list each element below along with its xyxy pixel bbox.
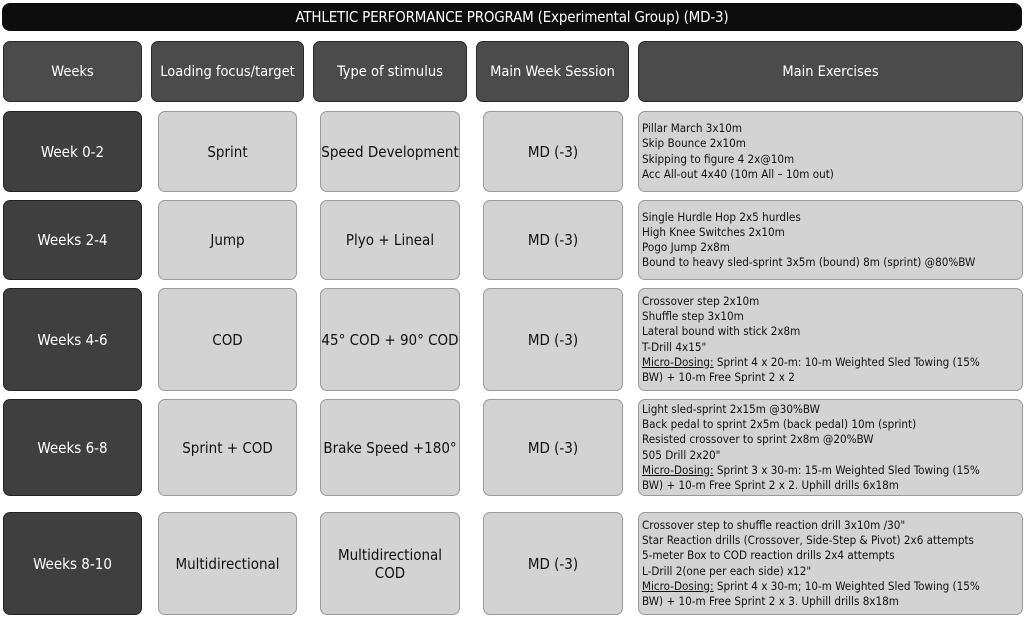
stimulus-type: Speed Development xyxy=(320,111,460,192)
session-label: MD (-3) xyxy=(483,111,623,192)
loading-focus: Jump xyxy=(158,200,297,280)
session-label: MD (-3) xyxy=(483,512,623,615)
micro-dosing-line-2: BW) + 10-m Free Sprint 2 x 3. Uphill drills 8x18m xyxy=(642,593,899,608)
exercise-line: Back pedal to sprint 2x5m (back pedal) 10m (sprint) xyxy=(642,417,917,432)
stimulus-type: Multidirectional COD xyxy=(320,512,460,615)
exercise-line: Shuffle step 3x10m xyxy=(642,309,744,324)
session-label: MD (-3) xyxy=(483,200,623,280)
loading-focus: Sprint xyxy=(158,111,297,192)
micro-dosing-label: Micro-Dosing: xyxy=(642,578,714,593)
exercises-cell xyxy=(638,288,1023,391)
header-session: Main Week Session xyxy=(476,41,629,102)
exercise-line: Skip Bounce 2x10m xyxy=(642,136,746,151)
micro-dosing-line xyxy=(642,463,980,478)
micro-dosing-label: Micro-Dosing: xyxy=(642,462,714,477)
week-label: Weeks 8-10 xyxy=(3,512,142,615)
exercise-line: Resisted crossover to sprint 2x8m @20%BW xyxy=(642,432,874,447)
exercise-line: High Knee Switches 2x10m xyxy=(642,224,785,239)
week-label: Week 0-2 xyxy=(3,111,142,192)
stimulus-type: 45° COD + 90° COD xyxy=(320,288,460,391)
exercise-line: Light sled-sprint 2x15m @30%BW xyxy=(642,401,820,416)
micro-dosing-line-2: BW) + 10-m Free Sprint 2 x 2 xyxy=(642,369,795,384)
exercise-line: Pillar March 3x10m xyxy=(642,121,743,136)
exercises-cell xyxy=(638,512,1023,615)
exercise-line: Pogo Jump 2x8m xyxy=(642,240,730,254)
micro-dosing-line xyxy=(642,355,980,370)
exercise-line: Crossover step to shuffle reaction drill 3x10m /30" xyxy=(642,517,906,532)
header-weeks: Weeks xyxy=(3,41,142,102)
exercise-line: T-Drill 4x15" xyxy=(642,339,707,354)
exercise-line: 505 Drill 2x20" xyxy=(642,447,721,462)
micro-dosing-text: Sprint 3 x 30-m: 15-m Weighted Sled Towing (15% xyxy=(713,462,980,477)
loading-focus: Multidirectional xyxy=(158,512,297,615)
loading-focus: COD xyxy=(158,288,297,391)
micro-dosing-text: Sprint 4 x 30-m; 10-m Weighted Sled Towing (15% xyxy=(713,578,980,593)
exercise-line: L-Drill 2(one per each side) x12" xyxy=(642,563,812,578)
exercise-line: Star Reaction drills (Crossover, Side-Step & Pivot) 2x6 attempts xyxy=(642,533,974,548)
micro-dosing-label: Micro-Dosing: xyxy=(642,354,714,369)
session-label: MD (-3) xyxy=(483,399,623,496)
micro-dosing-line-2: BW) + 10-m Free Sprint 2 x 2. Uphill drills 6x18m xyxy=(642,477,899,492)
exercises-cell xyxy=(638,111,1023,192)
week-label: Weeks 6-8 xyxy=(3,399,142,496)
exercise-line: Bound to heavy sled-sprint 3x5m (bound) 8m (sprint) @80%BW xyxy=(642,255,976,270)
header-focus: Loading focus/target xyxy=(151,41,304,102)
stimulus-type: Brake Speed +180° xyxy=(320,399,460,496)
exercise-line: Acc All-out 4x40 (10m All – 10m out) xyxy=(642,166,834,181)
header-exercises: Main Exercises xyxy=(638,41,1023,102)
session-label: MD (-3) xyxy=(483,288,623,391)
week-label: Weeks 4-6 xyxy=(3,288,142,391)
loading-focus: Sprint + COD xyxy=(158,399,297,496)
exercise-line: Lateral bound with stick 2x8m xyxy=(642,324,801,339)
exercise-line: 5-meter Box to COD reaction drills 2x4 attempts xyxy=(642,548,895,563)
exercise-line: Crossover step 2x10m xyxy=(642,293,760,308)
header-stimulus: Type of stimulus xyxy=(313,41,467,102)
exercises-cell xyxy=(638,200,1023,280)
exercise-line: Single Hurdle Hop 2x5 hurdles xyxy=(642,209,801,224)
week-label: Weeks 2-4 xyxy=(3,200,142,280)
stimulus-type: Plyo + Lineal xyxy=(320,200,460,280)
micro-dosing-text: Sprint 4 x 20-m: 10-m Weighted Sled Towing (15% xyxy=(713,354,980,369)
exercises-cell xyxy=(638,399,1023,496)
program-title: ATHLETIC PERFORMANCE PROGRAM (Experimental Group) (MD-3) xyxy=(2,3,1022,31)
exercise-line: Skipping to figure 4 2x@10m xyxy=(642,151,795,166)
micro-dosing-line xyxy=(642,579,980,594)
